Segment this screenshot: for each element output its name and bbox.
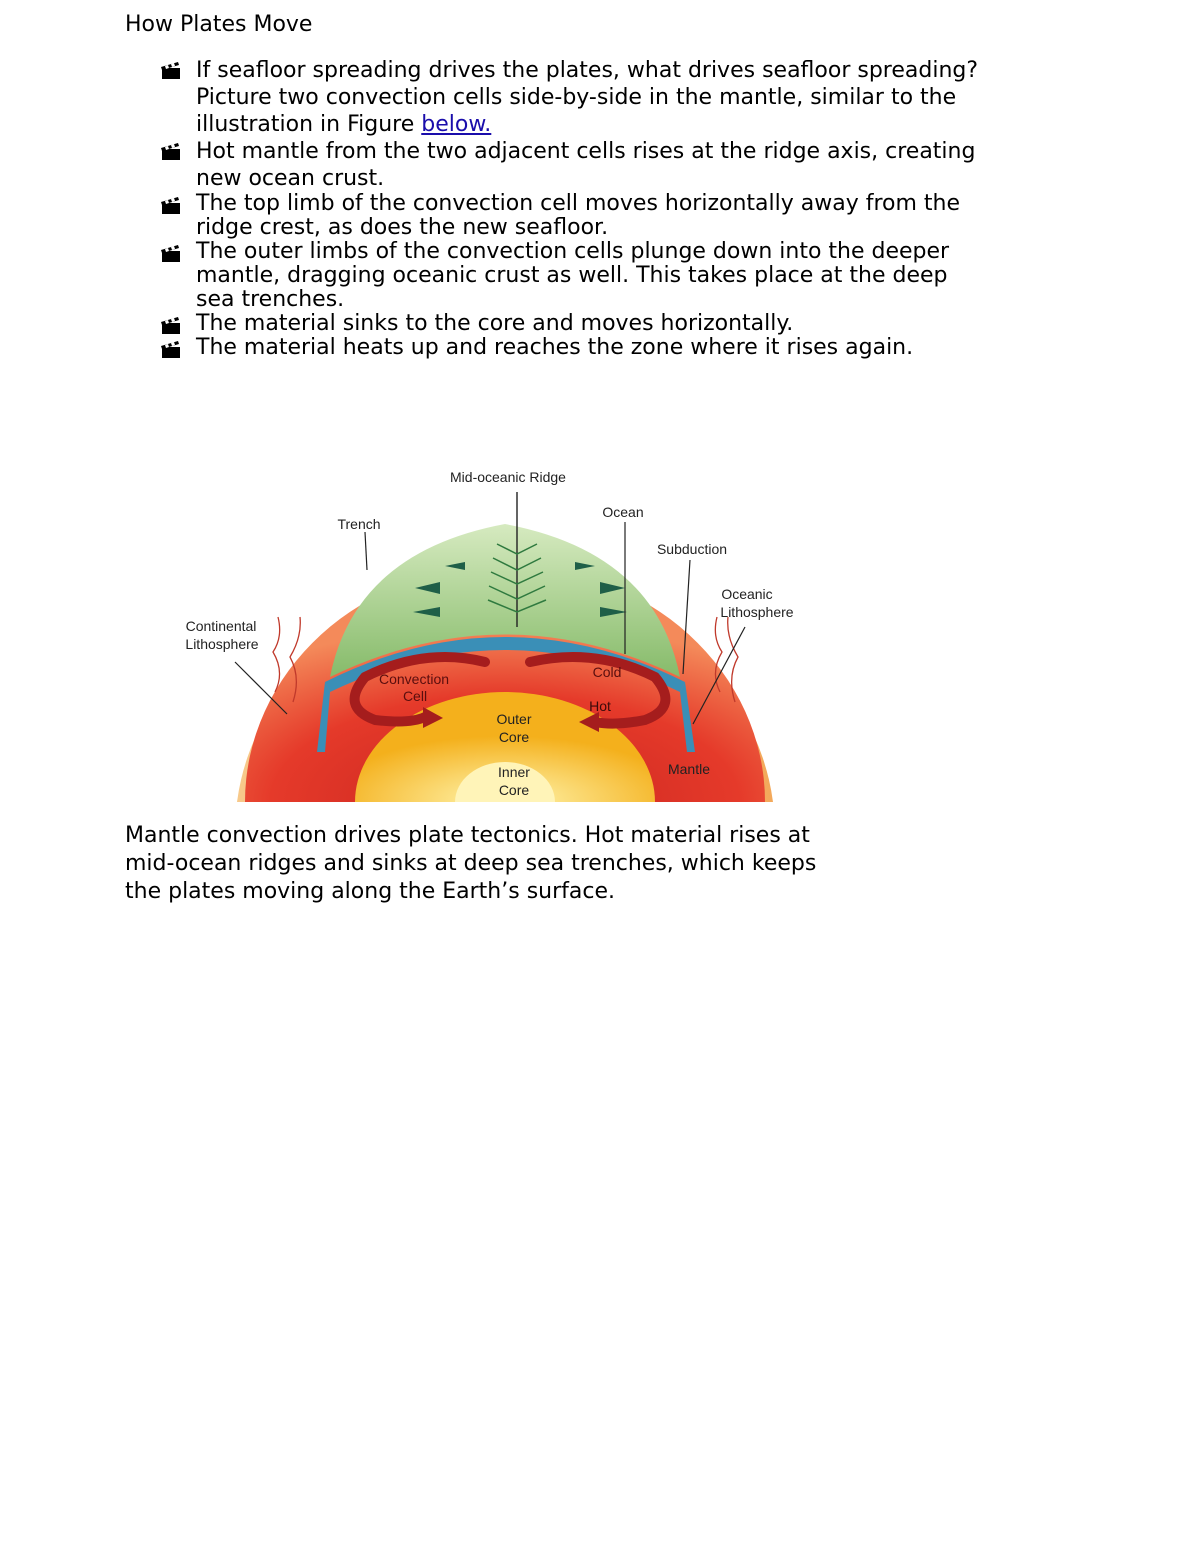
figure-link[interactable]: below. xyxy=(421,112,492,137)
label-continental: Continental xyxy=(185,618,257,634)
page-title: How Plates Move xyxy=(125,12,313,37)
label-convection: Convection xyxy=(378,671,450,687)
label-mid-oceanic-ridge: Mid-oceanic Ridge xyxy=(450,469,566,485)
mantle-convection-diagram xyxy=(175,462,815,812)
list-item xyxy=(160,138,980,192)
clapperboard-icon xyxy=(160,243,182,263)
bullet-text: The material heats up and reaches the zone where it rises again. xyxy=(196,335,914,360)
clapperboard-icon xyxy=(160,60,182,80)
label-mantle: Mantle xyxy=(667,761,711,777)
label-cold: Cold xyxy=(592,664,622,680)
bullet-text: The outer limbs of the convection cells plunge down into the deeper mantle, dragging oceanic crust as well. This takes place at the deep sea trenches. xyxy=(196,239,950,312)
bullet-text: The material sinks to the core and moves horizontally. xyxy=(196,311,794,336)
label-oceanic: Oceanic xyxy=(721,586,773,602)
clapperboard-icon xyxy=(160,315,182,335)
label-trench: Trench xyxy=(337,516,381,532)
label-subduction: Subduction xyxy=(656,541,728,557)
figure-caption: Mantle convection drives plate tectonics. Hot material rises at mid-ocean ridges and sinks at deep sea trenches, which keeps the plates moving along the Earth’s surface. xyxy=(125,823,817,904)
label-outer: Outer xyxy=(496,711,532,727)
bullet-list xyxy=(160,57,980,360)
bullet-text: Hot mantle from the two adjacent cells rises at the ridge axis, creating new ocean crust. xyxy=(196,139,976,191)
label-oceanic-lithosphere: Lithosphere xyxy=(720,604,794,620)
label-inner-core: Core xyxy=(498,782,530,798)
list-item xyxy=(160,336,980,360)
bullet-text: The top limb of the convection cell moves horizontally away from the ridge crest, as does the new seafloor. xyxy=(196,191,961,240)
list-item xyxy=(160,57,980,138)
label-inner: Inner xyxy=(498,764,530,780)
clapperboard-icon xyxy=(160,141,182,161)
clapperboard-icon xyxy=(160,339,182,359)
list-item xyxy=(160,240,980,312)
label-continental-lithosphere: Lithosphere xyxy=(185,636,259,652)
list-item xyxy=(160,312,980,336)
bullet-text: If seafloor spreading drives the plates, what drives seafloor spreading? Picture two convection cells side-by-side in the mantle, similar to the illustration in Figure xyxy=(196,58,979,137)
label-outer-core: Core xyxy=(498,729,530,745)
clapperboard-icon xyxy=(160,195,182,215)
label-hot: Hot xyxy=(589,698,611,714)
label-convection-cell: Cell xyxy=(402,688,428,704)
label-ocean: Ocean xyxy=(602,504,644,520)
list-item xyxy=(160,192,980,240)
